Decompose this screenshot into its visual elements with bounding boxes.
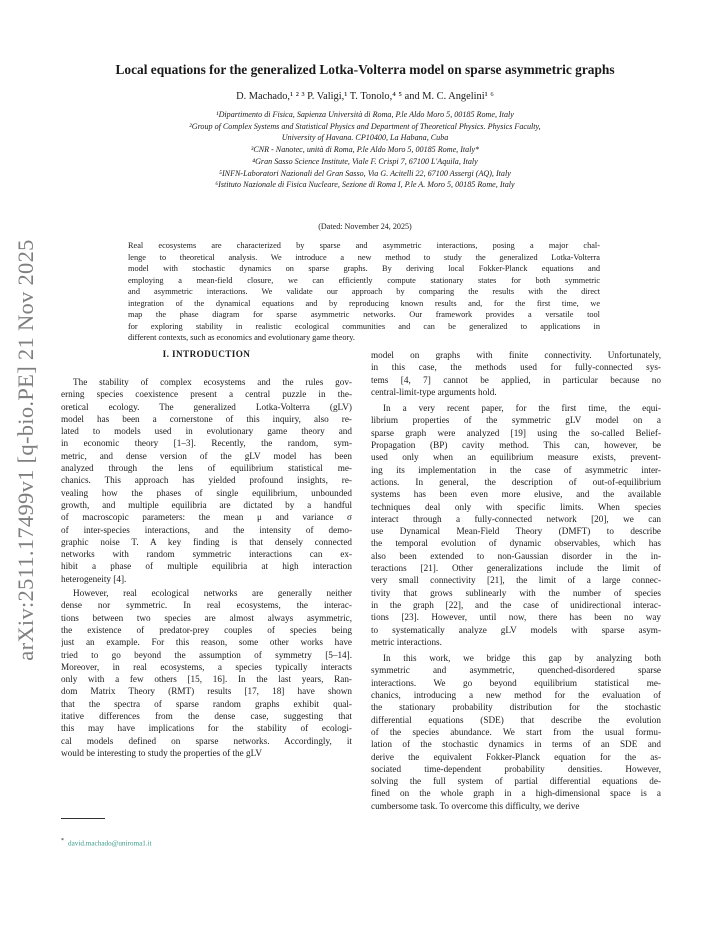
abstract-line: employing a mean-field closure, we can efficiently compute stationary states for both symmetric [128,275,600,285]
body-text-line: heterogeneity [4]. [61,573,127,584]
body-text-line: interactions. We go beyond equilibrium statistical me- [371,677,661,688]
right-column [371,349,661,812]
abstract-line: model with stochastic dynamics on sparse graphs. By deriving local Fokker-Planck equations and [128,264,600,273]
body-text-line: in the graph [22], and the case of unidirectional interac- [371,599,661,610]
affiliation-line: ³CNR - Nanotec, unità di Roma, P.le Aldo Moro 5, 00185 Rome, Italy* [250,145,480,155]
body-text-line: symmetric and asymmetric, quenched-disordered sparse [371,665,661,676]
body-text-line: hibit a phase of multiple equilibria at high interaction [61,561,352,572]
body-text-line: of the species abundance. We start from the usual formu- [371,726,661,737]
body-text-line: sociated time-dependent probability densities. However, [371,763,661,774]
body-text-line: cumbersome task. To overcome this difficulty, we derive [371,800,580,811]
arxiv-identifier: arXiv:2511.17499v1 [q-bio.PE] 21 Nov 2025 [13,239,38,661]
body-text-line: tems [4, 7] cannot be applied, in particular because no [371,374,661,385]
body-text-line: very small connectivity [21], the limit of a large connec- [371,575,661,586]
affiliation-line: ⁴Gran Sasso Science Institute, Viale F. Crispi 7, 67100 L'Aquila, Italy [252,156,478,166]
affiliation-line: ⁵INFN-Laboratori Nazionali del Gran Sasso, Via G. Acitelli 22, 67100 Assergi (AQ), Italy [219,168,511,178]
body-text-line: networks with random symmetric interactions can ex- [61,549,352,560]
body-text-line: librium properties of the symmetric gLV model on a [371,415,661,426]
body-text-line: tivity that grows sublinearly with the number of species [371,587,661,598]
abstract-line: different contexts, such as economics and evolutionary game theory. [128,333,355,342]
body-text-line: that the spectra of sparse random graphs exhibit qual- [61,698,352,709]
section-heading-introduction: I. INTRODUCTION [162,349,251,359]
body-text-line: teractions [21]. Other generalizations include the limit of [371,563,661,574]
body-text-line: tions [23]. However, until now, there has been no way [371,612,661,623]
body-text-line: However, real ecological networks are generally neither [73,588,352,599]
body-text-line: only with a few others [15, 16]. In the last years, Ran- [61,674,352,685]
body-text-line: solving the full system of partial differential equations de- [371,776,661,787]
body-text-line: just an example. For this reason, some other works have [61,637,352,648]
abstract-line: and asymmetric interactions. We validate our approach by comparing the results with the direct [128,287,600,296]
body-text-line: systems has been even more elusive, and the available [371,489,661,500]
abstract-line: map the phase diagram for sparse asymmetric networks. Our framework provides a versatile tool [128,310,600,319]
body-text-line: growth, and multiple equilibria are dictated by a handful [61,499,352,510]
footnote-rule [61,818,105,819]
body-text-line: used only when an equilibrium measure exists, prevent- [371,452,661,463]
body-text-line: actions. In general, the description of out-of-equilibrium [371,476,661,487]
body-text-line: vealing how the phases of single equilibrium, unbounded [61,487,352,498]
body-text-line: chanics, introducing a new method for the evaluation of [371,690,661,701]
body-text-line: interact through a fully-connected network [20], we can [371,513,661,524]
abstract-line: Real ecosystems are characterized by sparse and asymmetric interactions, posing a major chal- [128,241,600,250]
body-text-line: In this work, we bridge this gap by analyzing both [383,653,661,664]
body-text-line: the existence of predator-prey couples of species being [61,624,352,635]
body-text-line: metric, and dense version of the gLV model has been [61,450,352,461]
body-text-line: this may have implications for the stability of ecologi- [61,723,352,734]
body-text-line: The stability of complex ecosystems and the rules gov- [73,377,352,387]
author-list: D. Machado,¹ ² ³ P. Valigi,¹ T. Tonolo,⁴ ⁵ and M. C. Angelini¹ ⁶ [236,91,494,102]
body-text-line: to systematically analyze gLV models with sparse asym- [371,624,661,635]
body-text-line: in economic theory [1–3]. Recently, the random, sym- [61,438,352,449]
footnote-email-link[interactable]: david.machado@uniroma1.it [68,839,152,848]
body-text-line: In a very recent paper, for the first time, the equi- [383,403,661,414]
body-text-line: derive the equivalent Fokker-Planck equation for the as- [371,751,661,762]
body-text-line: the temporal evolution of dynamic observables, which has [371,538,661,549]
body-text-line: fined on the whole graph in a high-dimensional space is a [371,788,661,799]
affiliation-line: ¹Dipartimento di Fisica, Sapienza Università di Roma, P.le Aldo Moro 5, 00185 Rome, Italy [216,110,514,119]
body-text-line: would be interesting to study the properties of the gLV [61,747,262,758]
footnote [61,838,152,847]
affiliation-line: University of Havana. CP10400, La Habana, Cuba [281,133,449,143]
body-text-line: erning species coexistence present a central puzzle in the- [61,389,352,400]
body-text-line: model has been a cornerstone of this inquiry, also re- [61,413,352,424]
body-text-line: of inter-species interactions, and the intensity of demo- [61,524,352,535]
abstract-line: for exploring stability in realistic ecological communities and can be generalized to applications in [128,321,600,331]
body-text-line: analyzed through the lens of equilibrium statistical me- [61,463,352,474]
affiliation-list [58,109,672,191]
body-text-line: the stationary probability distribution for the stochastic [371,702,661,713]
dated-line: (Dated: November 24, 2025) [318,222,412,231]
affiliation-line: ⁶Istituto Nazionale di Fisica Nucleare, Sezione di Roma I, P.le A. Moro 5, 00185 Rome, Italy [215,180,515,190]
abstract [128,240,600,344]
affiliation-line: ²Group of Complex Systems and Statistical Physics and Department of Theoretical Physics. Physics Faculty, [189,121,541,131]
body-text-line: oretical ecology. The generalized Lotka-Volterra (gLV) [61,401,352,412]
abstract-line: integration of the dynamical equations and by reproducing known results and, for the first time, we [128,298,600,308]
body-text-line: cal models defined on sparse networks. Accordingly, it [61,735,352,746]
body-text-line: chanics. This approach has yielded profound insights, re- [61,475,352,486]
body-text-line: central-limit-type arguments hold. [371,386,497,397]
body-text-line: tried to go beyond the assumption of symmetry [5–14]. [61,649,352,660]
body-text-line: lated to models used in evolutionary game theory and [61,426,352,437]
paper-title: Local equations for the generalized Lotka-Volterra model on sparse asymmetric graphs [115,62,615,77]
body-text-line: dense nor symmetric. In real ecosystems, the interac- [61,600,352,611]
abstract-line: lenge to theoretical analysis. We introduce a new method to study the generalized Lotka-Volterra [128,252,600,262]
body-text-line: Propagation (BP) cavity method. This can, however, be [371,440,661,451]
body-text-line: in this case, the methods used for fully-connected sys- [371,362,661,373]
body-text-line: model on graphs with finite connectivity. Unfortunately, [371,350,661,360]
body-text-line: of macroscopic parameters: the mean μ and variance σ [61,512,352,523]
body-text-line: lation of the stochastic dynamics in terms of an SDE and [371,739,661,750]
arxiv-sidebar-stamp [6,230,46,670]
body-text-line: use Dynamical Mean-Field Theory (DMFT) to describe [371,526,661,537]
body-text-line: dom Matrix Theory (RMT) results [17, 18] have shown [61,686,352,697]
body-text-line: also been extended to non-Gaussian disorder in the in- [371,550,661,561]
body-text-line: itative differences from the dense case, suggesting that [61,711,352,722]
body-text-line: tions between two species are almost always asymmetric, [61,612,352,623]
body-text-line: differential equations (SDE) that describe the evolution [371,714,661,725]
body-text-line: graphic noise T. A key finding is that densely connected [61,536,352,547]
body-text-line: Moreover, in real ecosystems, a species typically interacts [61,661,352,672]
body-text-line: ing its implementation in the case of asymmetric inter- [371,464,661,475]
body-text-line: sparse graph were analyzed [19] using the so-called Belief- [371,427,661,438]
left-column [61,376,352,759]
body-text-line: metric interactions. [371,636,442,647]
body-text-line: techniques deal only with specific limits. When species [371,501,661,512]
footnote-mark: * [61,838,64,844]
